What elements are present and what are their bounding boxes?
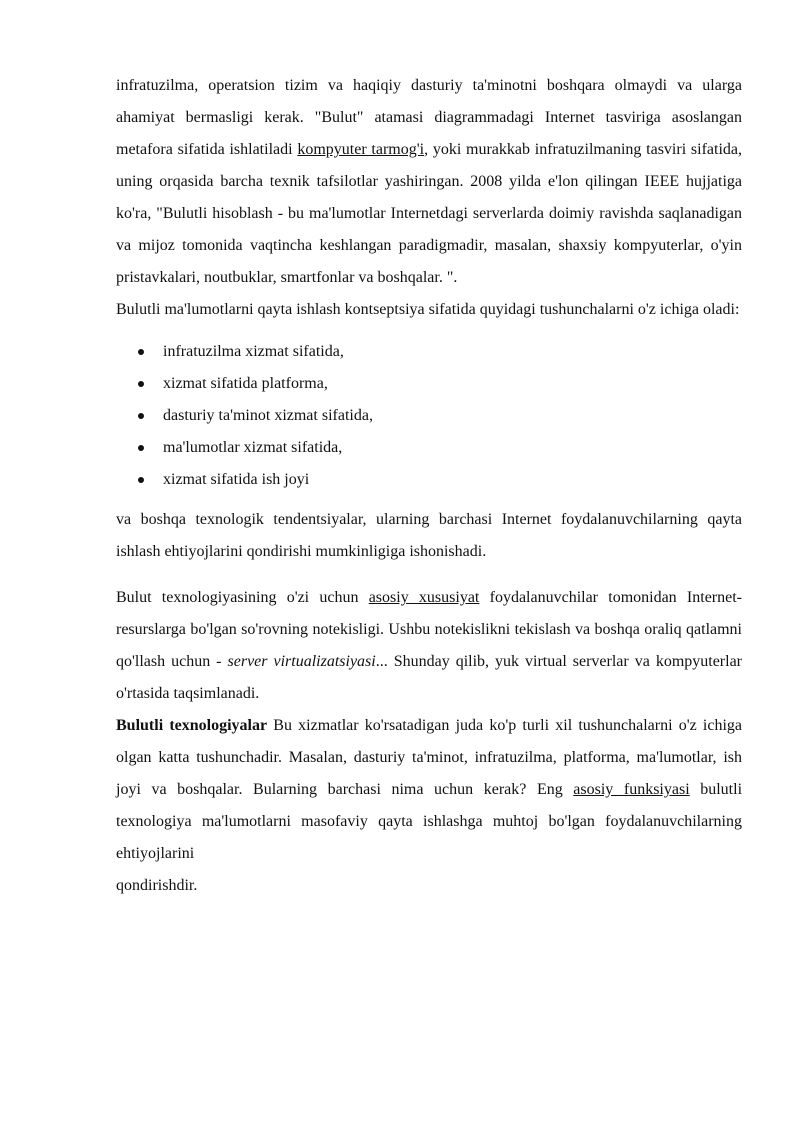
list-item-text: infratuzilma xizmat sifatida, [163,343,344,360]
bullet-icon [138,477,144,483]
list-item-text: ma'lumotlar xizmat sifatida, [163,439,343,456]
paragraph-4 [116,582,742,710]
bullet-icon [138,445,144,451]
list-item-text: dasturiy ta'minot xizmat sifatida, [163,407,373,424]
paragraph-5-text-a: Bu xizmatlar ko'rsatadigan juda ko'p turli xil tushunchalarni o'z ichiga olgan katta tushunchadir. Masalan, dasturiy ta'minot, infratuzilma, platforma, ma'lumotlar, ish joyi va boshqalar. Bularning barchasi nima uchun kerak? Eng [116,717,742,798]
paragraph-spacer [116,568,742,582]
link-asosiy-funksiyasi[interactable]: asosiy funksiyasi [573,781,690,798]
italic-term: server virtualizatsiyasi [227,653,376,670]
bullet-list [116,336,742,496]
paragraph-5-text-b: bulutli texnologiya ma'lumotlarni masofaviy qayta ishlashga muhtoj bo'lgan foydalanuvchilarning ehtiyojlarini [116,781,743,862]
list-item [138,336,742,368]
paragraph-4-text-c: ... Shunday qilib, yuk virtual serverlar va kompyuterlar o'rtasida taqsimlanadi. [116,653,743,702]
list-item [138,400,742,432]
list-item [138,368,742,400]
bullet-icon [138,349,144,355]
paragraph-1 [116,70,742,294]
bullet-icon [138,413,144,419]
paragraph-4-text-b: foydalanuvchilar tomonidan Internet-resurslarga bo'lgan so'rovning notekisligi. Ushbu notekislikni tekislash va boshqa oraliq qatlamni qo'llash uchun - [116,589,742,670]
list-item-text: xizmat sifatida platforma, [163,375,328,392]
paragraph-3: va boshqa texnologik tendentsiyalar, ularning barchasi Internet foydalanuvchilarning qayta ishlash ehtiyojlarini qondirishi mumkinligiga ishonishadi. [116,511,742,560]
paragraph-5-final-line: qondirishdir. [116,877,198,894]
paragraph-2: Bulutli ma'lumotlarni qayta ishlash kontseptsiya sifatida quyidagi tushunchalarni o'z ichiga oladi: [116,301,740,318]
paragraph-1-text-b: , yoki murakkab infratuzilmaning tasviri sifatida, uning orqasida barcha texnik tafsilotlar yashiringan. 2008 yilda e'lon qilingan IEEE hujjatiga ko'ra, "Bulutli hisoblash - bu ma'lumotlar Internetdagi serverlarda doimiy ravishda saqlanadigan va mijoz tomonida vaqtincha keshlangan paradigmadir, masalan, shaxsiy kompyuterlar, o'yin pristavkalari, noutbuklar, smartfonlar va boshqalar. ". [116,141,743,286]
bold-term: Bulutli texnologiyalar [116,717,268,734]
document-body [116,70,742,902]
link-asosiy-xususiyat[interactable]: asosiy xususiyat [368,589,480,606]
paragraph-1-text-a: infratuzilma, operatsion tizim va haqiqiy dasturiy ta'minotni boshqara olmaydi va ularga ahamiyat bermasligi kerak. "Bulut" atamasi diagrammadagi Internet tasviriga asoslangan metafora sifatida ishlatiladi [116,77,742,158]
list-item [138,464,742,496]
paragraph-5 [116,710,742,870]
link-kompyuter-tarmogi[interactable]: kompyuter tarmog'i [297,141,425,158]
list-item-text: xizmat sifatida ish joyi [163,471,310,488]
paragraph-4-text-a: Bulut texnologiyasining o'zi uchun [116,589,369,606]
list-item [138,432,742,464]
bullet-icon [138,381,144,387]
